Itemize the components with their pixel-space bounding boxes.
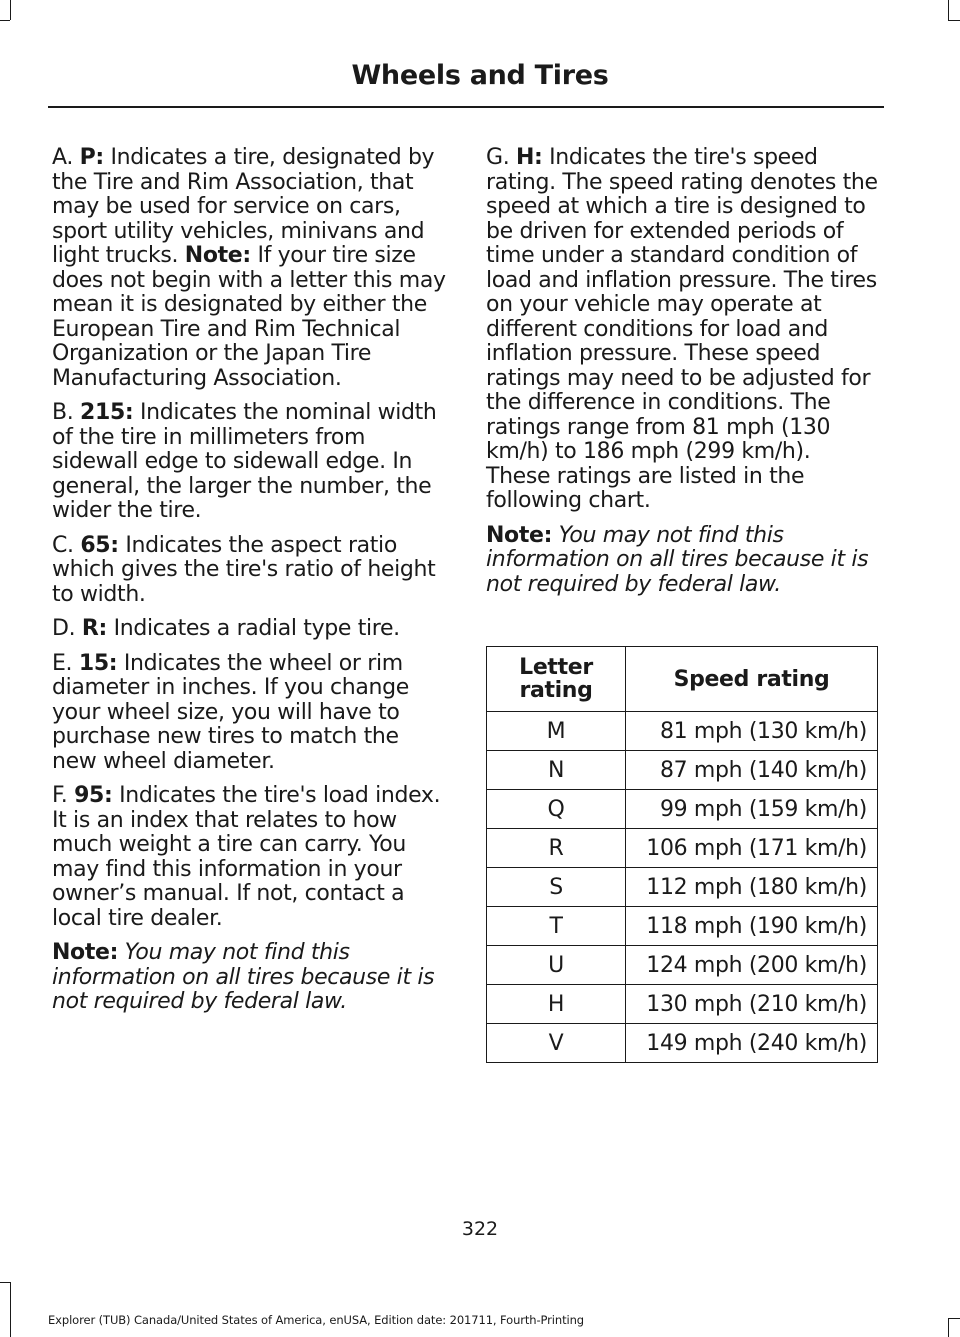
letter-cell: S: [487, 868, 626, 907]
item-prefix: C.: [52, 532, 74, 558]
table-row: [487, 946, 878, 985]
speed-cell: 130 mph (210 km/h): [626, 985, 878, 1024]
table-header-row: [487, 647, 878, 712]
definition-item-b: [52, 401, 448, 524]
crop-mark: [948, 0, 949, 20]
table-row: [487, 829, 878, 868]
item-code: R:: [81, 616, 107, 641]
table-row: [487, 1024, 878, 1063]
item-prefix: D.: [52, 616, 76, 641]
speed-cell: 118 mph (190 km/h): [626, 907, 878, 946]
table-row: [487, 868, 878, 907]
speed-cell: 81 mph (130 km/h): [626, 712, 878, 751]
definition-item-g: [486, 146, 880, 514]
definition-item-e: [52, 652, 448, 775]
item-text: Indicates the aspect ratio which gives the tire's ratio of height to width.: [52, 532, 436, 607]
item-code: 65:: [80, 532, 119, 558]
item-code: 95:: [74, 783, 113, 808]
note-label: Note:: [184, 243, 251, 268]
note-text: If your tire size does not begin with a letter this may mean it is designated by either the European Tire and Rim Technical Organization or the Japan Tire Manufacturing Association.: [52, 243, 446, 391]
letter-cell: T: [487, 907, 626, 946]
letter-cell: R: [487, 829, 626, 868]
letter-cell: Q: [487, 790, 626, 829]
table-row: [487, 790, 878, 829]
definition-item-f: [52, 784, 448, 931]
note-label: Note:: [52, 940, 119, 965]
speed-cell: 149 mph (240 km/h): [626, 1024, 878, 1063]
footer-edition-info: Explorer (TUB) Canada/United States of America, enUSA, Edition date: 201711, Fourth-Printing: [48, 1313, 584, 1327]
letter-cell: N: [487, 751, 626, 790]
item-text: Indicates the nominal width of the tire in millimeters from sidewall edge to sidewall edge. In general, the larger the number, the wider the tire.: [52, 400, 437, 523]
speed-cell: 106 mph (171 km/h): [626, 829, 878, 868]
speed-cell: 124 mph (200 km/h): [626, 946, 878, 985]
table-row: [487, 712, 878, 751]
item-prefix: G.: [486, 145, 510, 170]
left-column: [52, 146, 448, 1025]
letter-cell: U: [487, 946, 626, 985]
speed-rating-table: [486, 646, 878, 1063]
column-header-letter-rating: Letter rating: [487, 647, 626, 712]
note-text: You may not find this information on all tires because it is not required by federal law.: [52, 940, 435, 1014]
item-code: 215:: [80, 400, 134, 425]
title-divider: [48, 106, 884, 108]
table-row: [487, 751, 878, 790]
item-prefix: E.: [52, 650, 73, 676]
item-text: Indicates the tire's speed rating. The speed rating denotes the speed at which a tire is designed to be driven for extended periods of time under a standard condition of load and inflation pressure. The tires on your vehicle may operate at different conditions for load and inflation pressure. These speed ratings may need to be adjusted for the difference in conditions. The ratings range from 81 mph (130 km/h) to 186 mph (299 km/h). These ratings are listed in the following chart.: [486, 145, 878, 513]
speed-cell: 87 mph (140 km/h): [626, 751, 878, 790]
crop-mark: [10, 1282, 11, 1337]
item-prefix: B.: [52, 400, 74, 425]
crop-mark: [948, 1318, 949, 1337]
table-row: [487, 985, 878, 1024]
letter-cell: H: [487, 985, 626, 1024]
item-code: P:: [79, 145, 104, 170]
right-column: [486, 146, 880, 607]
crop-mark: [0, 20, 10, 21]
note-text: You may not find this information on all tires because it is not required by federal law.: [486, 522, 869, 597]
definition-item-a: [52, 146, 448, 391]
crop-mark: [10, 0, 11, 20]
letter-cell: V: [487, 1024, 626, 1063]
item-code: 15:: [78, 650, 118, 676]
page-number: 322: [461, 1218, 499, 1240]
speed-cell: 99 mph (159 km/h): [626, 790, 878, 829]
item-text: Indicates a radial type tire.: [113, 616, 400, 641]
page-title: Wheels and Tires: [351, 60, 609, 91]
definition-item-d: [52, 617, 448, 642]
table-row: [487, 907, 878, 946]
crop-mark: [0, 1282, 10, 1283]
note-label: Note:: [486, 522, 553, 548]
item-code: H:: [516, 145, 543, 170]
column-header-speed-rating: Speed rating: [626, 647, 878, 712]
speed-cell: 112 mph (180 km/h): [626, 868, 878, 907]
item-prefix: A.: [52, 145, 73, 170]
item-prefix: F.: [52, 783, 68, 808]
letter-cell: M: [487, 712, 626, 751]
item-text: Indicates the wheel or rim diameter in inches. If you change your wheel size, you will have to purchase new tires to match the new wheel diameter.: [52, 650, 409, 774]
right-note: [486, 524, 880, 598]
item-text: Indicates a tire, designated by the Tire and Rim Association, that may be used for service on cars, sport utility vehicles, minivans and light trucks.: [52, 145, 435, 268]
crop-mark: [948, 20, 960, 21]
crop-mark: [948, 1318, 960, 1319]
item-text: Indicates the tire's load index. It is an index that relates to how much weight a tire can carry. You may find this information in your owner’s manual. If not, contact a local tire dealer.: [52, 783, 441, 931]
definition-item-c: [52, 534, 448, 608]
left-note: [52, 941, 448, 1015]
